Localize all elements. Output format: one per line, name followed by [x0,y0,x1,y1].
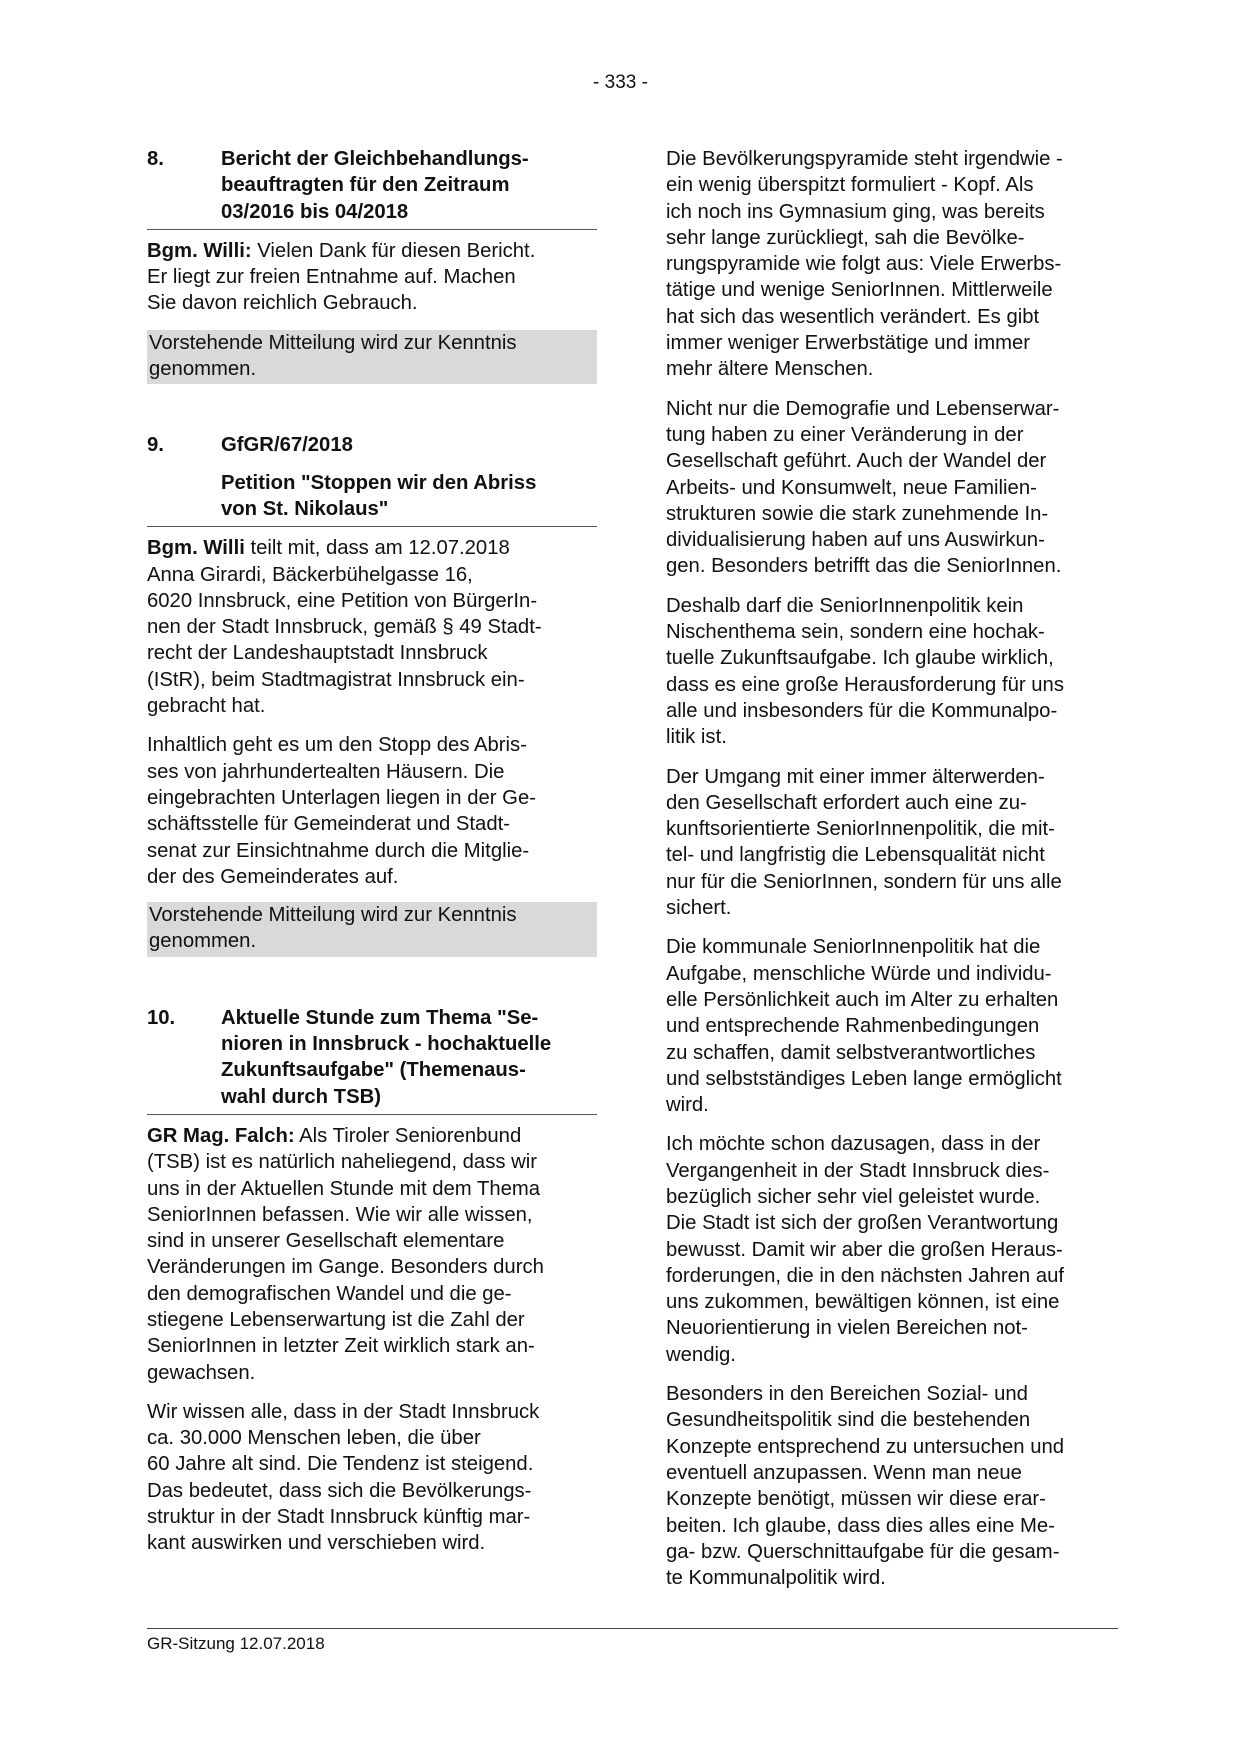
speaker-name: GR Mag. Falch: [147,1124,295,1147]
section-9-notice: Vorstehende Mitteilung wird zur Kenntnis genommen. [147,902,597,957]
section-9-paragraph: Inhaltlich geht es um den Stopp des Abris- ses von jahrhundertealten Häusern. Die eingebrachten Unterlagen liegen in der Ge- schäftsstelle für Gemeinderat und Stadt- senat zur Einsichtnahme durch die Mitglie- der des Gemeinderates auf. [147,734,536,888]
right-paragraph-1: Die Bevölkerungspyramide steht irgendwie - ein wenig überspitzt formuliert - Kopf. Als ich noch ins Gymnasium ging, was bereits sehr lange zurückliegt, sah die Bevölke- rungspyramide wie folgt aus: Viele Erwerbs- tätige und wenige SeniorInnen. Mittlerweile hat sich das wesentlich verändert. Es gibt immer weniger Erwerbstätige und immer mehr ältere Menschen. [666,148,1063,381]
footer-session-date: GR-Sitzung 12.07.2018 [147,1634,325,1653]
right-paragraph-2: Nicht nur die Demografie und Lebenserwar- tung haben zu einer Veränderung in der Gesellschaft geführt. Auch der Wandel der Arbeits- und Konsumwelt, neue Familien- strukturen sowie die stark zunehmende In- dividualisierung haben auf uns Auswirkun- gen. Besonders betrifft das die SeniorInnen. [666,397,1062,578]
section-9-statement: Bgm. Willi teilt mit, dass am 12.07.2018 Anna Girardi, Bäckerbühelgasse 16, 6020 Innsbruck, eine Petition von BürgerIn- nen der Stadt Innsbruck, gemäß § 49 Stadt- recht der Landeshauptstadt Innsbruck (IStR), beim Stadtmagistrat Innsbruck ein- gebracht hat. [147,537,542,718]
section-10-heading [147,1005,597,1115]
section-8-statement: Bgm. Willi: Vielen Dank für diesen Bericht. Er liegt zur freien Entnahme auf. Machen Sie davon reichlich Gebrauch. [147,239,536,315]
right-paragraph-3: Deshalb darf die SeniorInnenpolitik kein Nischenthema sein, sondern eine hochak- tuelle Zukunftsaufgabe. Ich glaube wirklich, dass es eine große Herausforderung für uns alle und insbesonders für die Kommunalpo- litik ist. [666,594,1064,749]
page-number: - 333 - [593,72,648,93]
section-8-notice: Vorstehende Mitteilung wird zur Kenntnis genommen. [147,330,597,385]
right-paragraph-6: Ich möchte schon dazusagen, dass in der Vergangenheit in der Stadt Innsbruck dies- bezüglich sicher sehr viel geleistet wurde. Die Stadt ist sich der großen Verantwortung bewusst. Damit wir aber die großen Heraus- forderungen, die in den nächsten Jahren auf uns zukommen, bewältigen können, ist eine Neuorientierung in vielen Bereichen not- wendig. [666,1133,1065,1366]
section-10-statement: GR Mag. Falch: Als Tiroler Seniorenbund (TSB) ist es natürlich naheliegend, dass wir uns in der Aktuellen Stunde mit dem Thema SeniorInnen befassen. Wie wir alle wissen, sind in unserer Gesellschaft elementare Veränderungen im Gange. Besonders durch den demografischen Wandel und die ge- stiegene Lebenserwartung ist die Zahl der SeniorInnen in letzter Zeit wirklich stark an- gewachsen. [147,1124,544,1384]
right-paragraph-4: Der Umgang mit einer immer älterwerden- den Gesellschaft erfordert auch eine zu- kunftsorientierte SeniorInnenpolitik, die mit- tel- und langfristig die Lebensqualität nicht nur für die SeniorInnen, sondern für uns alle sichert. [666,765,1062,920]
section-10-title: Aktuelle Stunde zum Thema "Se- nioren in Innsbruck - hochaktuelle Zukunftsaufgabe" (Themenaus- wahl durch TSB) [221,1006,552,1108]
section-9-subtitle: Petition "Stoppen wir den Abriss von St. Nikolaus" [221,471,537,520]
section-9-title: GfGR/67/2018 [221,434,353,457]
section-8-title: Bericht der Gleichbehandlungs- beauftragten für den Zeitraum 03/2016 bis 04/2018 [221,148,529,223]
right-paragraph-5: Die kommunale SeniorInnenpolitik hat die Aufgabe, menschliche Würde und individu- elle Persönlichkeit auch im Alter zu erhalten und entsprechende Rahmenbedingungen zu schaffen, damit selbstverantwortliches und selbstständiges Leben lange ermöglicht wird. [666,936,1062,1117]
footer-divider [147,1628,1118,1629]
section-10-paragraph: Wir wissen alle, dass in der Stadt Innsbruck ca. 30.000 Menschen leben, die über 60 Jahre alt sind. Die Tendenz ist steigend. Das bedeutet, dass sich die Bevölkerungs- struktur in der Stadt Innsbruck künftig mar- kant auswirken und verschieben wird. [147,1400,540,1555]
section-8-heading [147,146,597,230]
left-column [147,146,597,1570]
speaker-name: Bgm. Willi [147,537,245,560]
right-column [666,146,1118,1604]
speaker-name: Bgm. Willi: [147,239,252,262]
section-9-number: 9. [147,434,164,457]
section-8-number: 8. [147,148,164,170]
section-9-heading [147,432,597,527]
section-10-number: 10. [147,1006,176,1029]
right-paragraph-7: Besonders in den Bereichen Sozial- und Gesundheitspolitik sind die bestehenden Konzepte entsprechend zu untersuchen und eventuell anzupassen. Wenn man neue Konzepte benötigt, müssen wir diese erar- beiten. Ich glaube, dass dies alles eine Me- ga- bzw. Querschnittaufgabe für die gesam- te Kommunalpolitik wird. [666,1383,1065,1590]
